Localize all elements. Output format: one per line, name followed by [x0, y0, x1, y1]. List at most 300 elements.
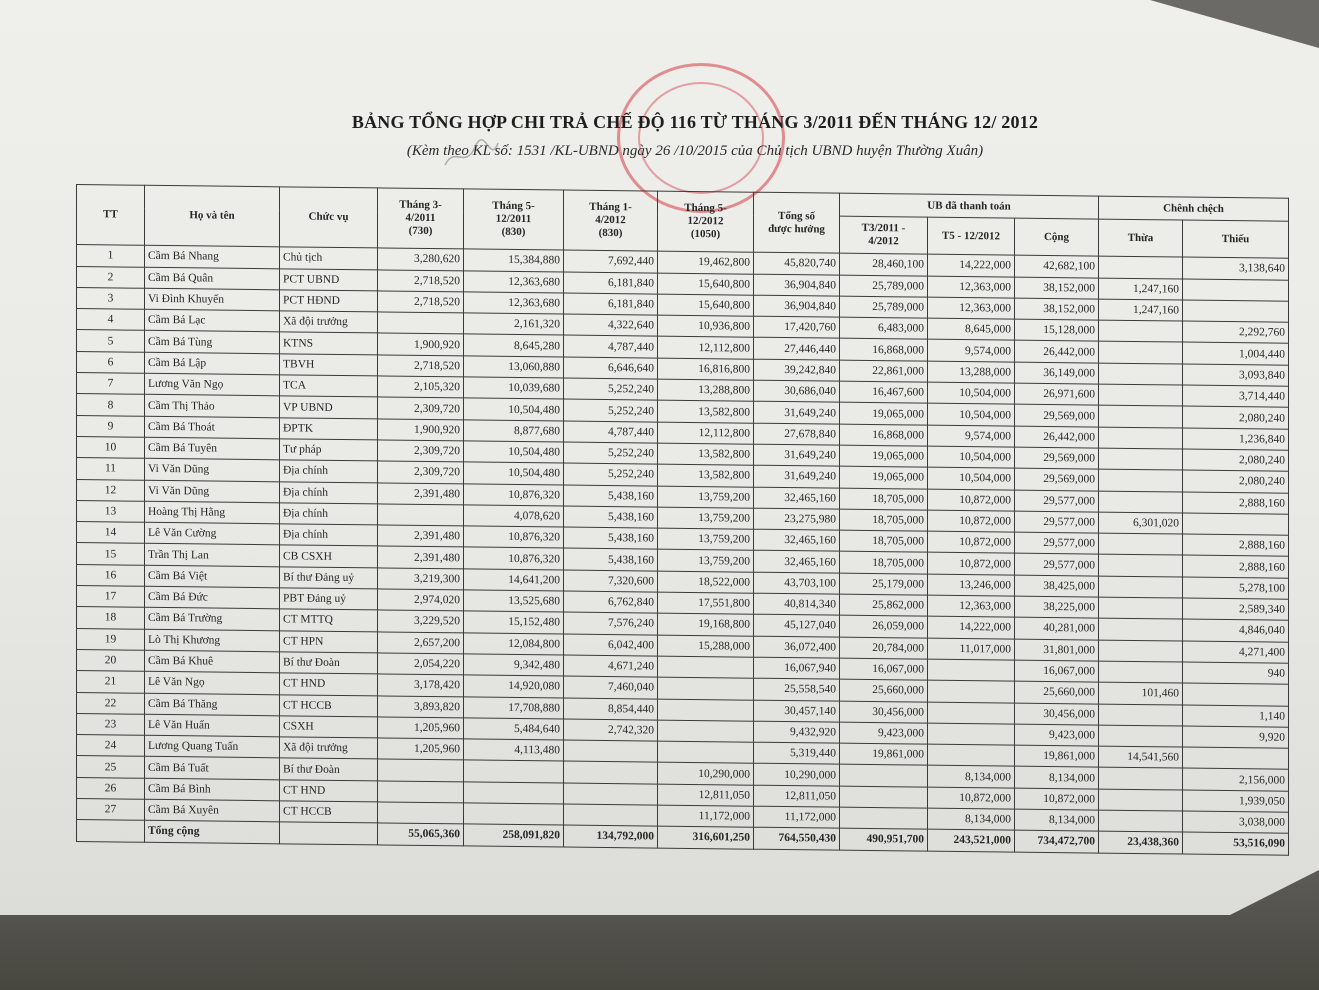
cell-total-entitled: 31,649,240	[754, 465, 840, 487]
cell-paid-t3-2011: 18,705,000	[840, 488, 928, 510]
cell-position: TBVH	[280, 354, 378, 376]
cell-name: Cầm Bá Tuyên	[145, 437, 280, 460]
cell-month-1-4-2012: 5,438,160	[564, 506, 658, 528]
cell-paid-sum: 29,577,000	[1015, 490, 1099, 512]
cell-total-entitled: 12,811,050	[754, 785, 840, 807]
cell-shortage: 1,004,440	[1183, 343, 1289, 365]
cell-position: PCT HĐND	[280, 290, 378, 312]
cell-position: Xã đội trưởng	[280, 737, 378, 759]
cell-name: Lê Văn Huấn	[145, 714, 280, 737]
cell-paid-t3-2011: 19,065,000	[840, 445, 928, 467]
cell-month-3-4-2011: 2,105,320	[378, 376, 464, 398]
cell-position: CT HCCB	[280, 694, 378, 716]
cell-paid-t3-2011: 25,660,000	[840, 679, 928, 701]
cell-month-5-12-2011: 12,084,800	[464, 633, 564, 655]
cell-shortage	[1183, 747, 1289, 769]
cell-paid-t3-2011: 18,705,000	[840, 530, 928, 552]
cell-paid-t5-2012: 12,363,000	[928, 595, 1015, 617]
cell-excess	[1099, 405, 1183, 427]
cell-month-5-12-2012: 11,172,000	[658, 805, 754, 827]
cell-total-entitled: 9,432,920	[754, 721, 840, 743]
cell-paid-sum: 19,861,000	[1015, 745, 1099, 767]
cell-excess: 6,301,020	[1099, 512, 1183, 534]
cell-paid-t5-2012: 8,134,000	[928, 766, 1015, 788]
cell-tt: 27	[77, 799, 145, 821]
cell-position: VP UBND	[280, 396, 378, 418]
cell-shortage: 3,093,840	[1183, 364, 1289, 386]
col-header-paid-t5-2012: T5 - 12/2012	[928, 217, 1015, 255]
cell-month-5-12-2012: 19,168,800	[658, 613, 754, 635]
cell-paid-t5-2012: 11,017,000	[928, 638, 1015, 660]
cell-month-5-12-2012: 13,582,800	[658, 443, 754, 465]
cell-month-5-12-2012: 13,759,200	[658, 528, 754, 550]
cell-shortage: 3,138,640	[1183, 257, 1289, 279]
total-cell-position	[280, 822, 378, 844]
cell-month-1-4-2012: 4,322,640	[564, 314, 658, 336]
cell-paid-t5-2012: 10,504,000	[928, 382, 1015, 404]
cell-paid-sum: 30,456,000	[1015, 703, 1099, 725]
cell-name: Cầm Bá Trường	[145, 608, 280, 631]
cell-position: Bí thư Đảng uỷ	[280, 567, 378, 589]
cell-month-5-12-2012: 18,522,000	[658, 571, 754, 593]
cell-shortage	[1183, 683, 1289, 705]
cell-paid-t5-2012: 14,222,000	[928, 254, 1015, 276]
cell-shortage: 2,080,240	[1183, 470, 1289, 492]
cell-month-5-12-2011: 14,641,200	[464, 569, 564, 591]
document-subtitle: (Kèm theo KL số: 1531 /KL-UBND ngày 26 /10/2015 của Chủ tịch UBND huyện Thường Xuân)	[406, 143, 984, 159]
cell-month-1-4-2012: 2,742,320	[564, 719, 658, 741]
cell-excess	[1099, 789, 1183, 811]
cell-position: Địa chính	[280, 503, 378, 525]
cell-month-5-12-2011: 9,342,480	[464, 654, 564, 676]
cell-paid-t3-2011: 28,460,100	[840, 253, 928, 275]
cell-position: ĐPTK	[280, 417, 378, 439]
cell-name: Cầm Bá Thoát	[145, 416, 280, 439]
cell-month-5-12-2012	[658, 720, 754, 742]
cell-total-entitled: 27,446,440	[754, 338, 840, 360]
cell-paid-t5-2012	[928, 702, 1015, 724]
total-cell-month-5-12-2012: 316,601,250	[658, 826, 754, 848]
cell-month-5-12-2012: 13,582,800	[658, 400, 754, 422]
cell-paid-sum: 40,281,000	[1015, 617, 1099, 639]
cell-month-1-4-2012: 7,692,440	[564, 250, 658, 272]
col-header-position: Chức vụ	[280, 187, 378, 248]
cell-excess	[1099, 618, 1183, 640]
cell-position: Bí thư Đoàn	[280, 758, 378, 780]
total-cell-paid-t3-2011: 490,951,700	[840, 828, 928, 850]
cell-month-5-12-2012	[658, 699, 754, 721]
cell-tt: 13	[77, 500, 145, 522]
cell-excess	[1099, 810, 1183, 832]
cell-excess	[1099, 555, 1183, 577]
cell-total-entitled: 36,904,840	[754, 274, 840, 296]
cell-paid-t5-2012: 8,134,000	[928, 808, 1015, 830]
cell-month-1-4-2012	[564, 804, 658, 826]
cell-month-5-12-2011: 15,152,480	[464, 611, 564, 633]
cell-position: Chủ tịch	[280, 247, 378, 269]
cell-total-entitled: 10,290,000	[754, 764, 840, 786]
cell-paid-t5-2012: 10,872,000	[928, 787, 1015, 809]
cell-paid-t3-2011: 16,467,600	[840, 381, 928, 403]
total-cell-excess: 23,438,360	[1099, 831, 1183, 853]
cell-paid-t5-2012: 13,246,000	[928, 574, 1015, 596]
cell-paid-t3-2011: 18,705,000	[840, 552, 928, 574]
cell-excess: 1,247,160	[1099, 278, 1183, 300]
cell-month-3-4-2011: 2,718,520	[378, 291, 464, 313]
cell-month-1-4-2012	[564, 740, 658, 762]
cell-paid-t3-2011: 20,784,000	[840, 637, 928, 659]
cell-month-5-12-2011: 10,876,320	[464, 526, 564, 548]
cell-paid-t3-2011: 16,868,000	[840, 424, 928, 446]
cell-month-5-12-2012: 12,811,050	[658, 784, 754, 806]
cell-paid-sum: 26,971,600	[1015, 383, 1099, 405]
document-title: BẢNG TỔNG HỢP CHI TRẢ CHẾ ĐỘ 116 TỪ THÁNG 3/2011 ĐẾN THÁNG 12/ 2012	[351, 112, 1039, 132]
cell-shortage: 3,038,000	[1183, 811, 1289, 833]
cell-month-3-4-2011: 2,309,720	[378, 397, 464, 419]
cell-tt: 7	[77, 373, 145, 395]
cell-shortage: 2,156,000	[1183, 768, 1289, 790]
cell-month-3-4-2011: 1,205,960	[378, 738, 464, 760]
cell-total-entitled: 45,820,740	[754, 252, 840, 274]
cell-tt: 3	[77, 287, 145, 309]
cell-month-5-12-2012: 12,112,800	[658, 422, 754, 444]
cell-name: Lê Văn Cường	[145, 522, 280, 545]
cell-paid-sum: 8,134,000	[1015, 767, 1099, 789]
cell-month-5-12-2012: 13,759,200	[658, 507, 754, 529]
cell-month-3-4-2011: 1,900,920	[378, 333, 464, 355]
cell-paid-t5-2012: 8,645,000	[928, 318, 1015, 340]
cell-month-5-12-2012	[658, 656, 754, 678]
cell-paid-t5-2012: 10,872,000	[928, 510, 1015, 532]
cell-position: Địa chính	[280, 460, 378, 482]
cell-paid-sum: 25,660,000	[1015, 681, 1099, 703]
cell-tt: 25	[77, 756, 145, 778]
cell-shortage	[1183, 300, 1289, 322]
cell-name: Cầm Bá Nhang	[145, 246, 280, 269]
cell-name: Vi Đình Khuyến	[145, 288, 280, 311]
cell-paid-t5-2012: 9,574,000	[928, 340, 1015, 362]
cell-tt: 9	[77, 415, 145, 437]
cell-paid-t3-2011: 16,067,000	[840, 658, 928, 680]
cell-paid-t5-2012	[928, 659, 1015, 681]
cell-month-3-4-2011: 3,178,420	[378, 674, 464, 696]
cell-shortage: 2,589,340	[1183, 598, 1289, 620]
cell-paid-t5-2012: 10,504,000	[928, 467, 1015, 489]
cell-month-5-12-2011: 10,876,320	[464, 547, 564, 569]
cell-excess: 1,247,160	[1099, 299, 1183, 321]
cell-tt: 20	[77, 649, 145, 671]
cell-month-1-4-2012: 7,320,600	[564, 570, 658, 592]
cell-paid-t3-2011: 25,179,000	[840, 573, 928, 595]
cell-position: CT HPN	[280, 630, 378, 652]
cell-position: CT MTTQ	[280, 609, 378, 631]
cell-shortage: 2,080,240	[1183, 449, 1289, 471]
cell-total-entitled: 45,127,040	[754, 615, 840, 637]
cell-month-5-12-2011: 12,363,680	[464, 270, 564, 292]
col-header-shortage: Thiếu	[1183, 220, 1289, 258]
cell-paid-t5-2012: 10,504,000	[928, 404, 1015, 426]
cell-position: Địa chính	[280, 524, 378, 546]
cell-month-5-12-2011: 15,384,880	[464, 249, 564, 271]
col-header-month-5-12-2011: Tháng 5- 12/2011 (830)	[464, 189, 564, 250]
cell-paid-sum: 38,225,000	[1015, 596, 1099, 618]
cell-paid-sum: 38,425,000	[1015, 575, 1099, 597]
cell-paid-t5-2012	[928, 723, 1015, 745]
cell-month-5-12-2011: 8,877,680	[464, 420, 564, 442]
cell-paid-sum: 9,423,000	[1015, 724, 1099, 746]
total-cell-month-1-4-2012: 134,792,000	[564, 825, 658, 847]
cell-shortage: 940	[1183, 662, 1289, 684]
cell-position: Xã đội trưởng	[280, 311, 378, 333]
cell-month-5-12-2011	[464, 782, 564, 804]
cell-month-5-12-2012: 13,759,200	[658, 486, 754, 508]
cell-paid-t5-2012: 9,574,000	[928, 425, 1015, 447]
cell-excess: 101,460	[1099, 682, 1183, 704]
cell-paid-t3-2011: 18,705,000	[840, 509, 928, 531]
cell-tt: 1	[77, 245, 145, 267]
cell-month-1-4-2012: 6,646,640	[564, 357, 658, 379]
cell-month-5-12-2011: 13,060,880	[464, 356, 564, 378]
cell-month-1-4-2012: 5,252,240	[564, 463, 658, 485]
cell-month-5-12-2011: 10,039,680	[464, 377, 564, 399]
cell-month-5-12-2011: 4,113,480	[464, 739, 564, 761]
cell-excess	[1099, 725, 1183, 747]
cell-tt: 5	[77, 330, 145, 352]
cell-month-3-4-2011	[378, 504, 464, 526]
cell-month-3-4-2011: 2,718,520	[378, 355, 464, 377]
col-header-tt: TT	[77, 185, 145, 246]
cell-paid-sum: 29,577,000	[1015, 511, 1099, 533]
cell-name: Cầm Bá Thăng	[145, 693, 280, 716]
cell-total-entitled: 30,686,040	[754, 380, 840, 402]
cell-month-3-4-2011: 2,974,020	[378, 589, 464, 611]
cell-month-5-12-2011: 10,504,480	[464, 441, 564, 463]
cell-name: Vi Văn Dũng	[145, 480, 280, 503]
cell-tt: 15	[77, 543, 145, 565]
col-group-paid: UB đã thanh toán	[840, 193, 1099, 219]
cell-month-5-12-2012: 13,582,800	[658, 464, 754, 486]
cell-total-entitled: 39,242,840	[754, 359, 840, 381]
cell-tt: 12	[77, 479, 145, 501]
cell-name: Cầm Bá Tùng	[145, 331, 280, 354]
cell-month-3-4-2011	[378, 781, 464, 803]
col-header-name: Họ và tên	[145, 185, 280, 247]
cell-total-entitled: 36,904,840	[754, 295, 840, 317]
cell-name: Lương Quang Tuấn	[145, 735, 280, 758]
cell-tt: 22	[77, 692, 145, 714]
cell-month-1-4-2012	[564, 761, 658, 783]
cell-month-1-4-2012: 5,252,240	[564, 399, 658, 421]
cell-month-5-12-2011: 5,484,640	[464, 718, 564, 740]
cell-month-1-4-2012	[564, 783, 658, 805]
cell-paid-t3-2011: 25,862,000	[840, 594, 928, 616]
cell-month-5-12-2011: 2,161,320	[464, 313, 564, 335]
cell-total-entitled: 31,649,240	[754, 444, 840, 466]
cell-excess	[1099, 427, 1183, 449]
cell-month-5-12-2012: 13,288,800	[658, 379, 754, 401]
cell-tt: 26	[77, 777, 145, 799]
cell-month-1-4-2012: 6,181,840	[564, 272, 658, 294]
cell-total-entitled: 40,814,340	[754, 593, 840, 615]
cell-month-3-4-2011: 2,391,480	[378, 525, 464, 547]
cell-month-5-12-2011: 10,876,320	[464, 483, 564, 505]
cell-total-entitled: 36,072,400	[754, 636, 840, 658]
cell-paid-t5-2012: 12,363,000	[928, 297, 1015, 319]
cell-tt: 16	[77, 564, 145, 586]
cell-month-3-4-2011	[378, 802, 464, 824]
cell-paid-t3-2011	[840, 765, 928, 787]
cell-paid-t3-2011: 19,065,000	[840, 403, 928, 425]
cell-position: PBT Đảng uỷ	[280, 588, 378, 610]
cell-paid-sum: 10,872,000	[1015, 788, 1099, 810]
payment-summary-table	[76, 184, 1289, 855]
cell-month-1-4-2012: 4,787,440	[564, 336, 658, 358]
cell-name: Cầm Bá Lạc	[145, 309, 280, 332]
cell-paid-sum: 38,152,000	[1015, 298, 1099, 320]
cell-total-entitled: 25,558,540	[754, 678, 840, 700]
cell-position: Địa chính	[280, 481, 378, 503]
total-cell-paid-sum: 734,472,700	[1015, 830, 1099, 852]
cell-month-1-4-2012: 6,762,840	[564, 591, 658, 613]
cell-excess	[1099, 661, 1183, 683]
cell-total-entitled: 31,649,240	[754, 402, 840, 424]
cell-month-5-12-2012: 15,288,000	[658, 635, 754, 657]
cell-excess	[1099, 320, 1183, 342]
cell-tt: 23	[77, 713, 145, 735]
cell-month-3-4-2011: 2,054,220	[378, 653, 464, 675]
cell-tt: 4	[77, 309, 145, 331]
cell-month-1-4-2012: 4,671,240	[564, 655, 658, 677]
cell-paid-sum: 29,569,000	[1015, 468, 1099, 490]
cell-month-3-4-2011: 1,205,960	[378, 717, 464, 739]
cell-month-3-4-2011: 2,309,720	[378, 440, 464, 462]
cell-position: CB CSXH	[280, 545, 378, 567]
cell-paid-t5-2012: 14,222,000	[928, 617, 1015, 639]
cell-tt: 8	[77, 394, 145, 416]
cell-month-5-12-2012: 16,816,800	[658, 358, 754, 380]
cell-excess	[1099, 469, 1183, 491]
col-header-month-3-4-2011: Tháng 3- 4/2011 (730)	[378, 188, 464, 249]
cell-position: Tư pháp	[280, 439, 378, 461]
cell-month-5-12-2011	[464, 760, 564, 782]
cell-excess	[1099, 342, 1183, 364]
cell-excess	[1099, 533, 1183, 555]
cell-paid-sum: 29,569,000	[1015, 405, 1099, 427]
cell-total-entitled: 11,172,000	[754, 806, 840, 828]
cell-excess	[1099, 363, 1183, 385]
cell-shortage: 4,271,400	[1183, 641, 1289, 663]
cell-total-entitled: 43,703,100	[754, 572, 840, 594]
cell-position: CT HND	[280, 780, 378, 802]
cell-month-1-4-2012: 5,438,160	[564, 548, 658, 570]
cell-paid-t3-2011: 26,059,000	[840, 616, 928, 638]
cell-position: CT HCCB	[280, 801, 378, 823]
cell-paid-t3-2011: 16,868,000	[840, 339, 928, 361]
cell-month-1-4-2012: 5,438,160	[564, 527, 658, 549]
col-header-month-1-4-2012: Tháng 1- 4/2012 (830)	[564, 190, 658, 251]
cell-paid-sum: 38,152,000	[1015, 277, 1099, 299]
cell-shortage: 2,888,160	[1183, 534, 1289, 556]
cell-month-5-12-2011: 17,708,880	[464, 696, 564, 718]
cell-shortage: 3,714,440	[1183, 385, 1289, 407]
cell-tt: 11	[77, 458, 145, 480]
cell-name: Cầm Thị Thảo	[145, 395, 280, 418]
cell-paid-sum: 31,801,000	[1015, 639, 1099, 661]
total-cell-tt	[77, 820, 145, 842]
cell-paid-t5-2012	[928, 744, 1015, 766]
cell-month-5-12-2012: 15,640,800	[658, 273, 754, 295]
cell-paid-t3-2011	[840, 807, 928, 829]
cell-name: Cầm Bá Xuyên	[145, 799, 280, 822]
cell-name: Cầm Bá Đức	[145, 586, 280, 609]
cell-shortage	[1183, 279, 1289, 301]
cell-name: Trần Thị Lan	[145, 544, 280, 567]
cell-month-3-4-2011: 2,718,520	[378, 270, 464, 292]
cell-month-1-4-2012: 5,252,240	[564, 378, 658, 400]
cell-excess	[1099, 448, 1183, 470]
cell-paid-t3-2011	[840, 786, 928, 808]
cell-paid-sum: 26,442,000	[1015, 341, 1099, 363]
cell-position: CT HND	[280, 673, 378, 695]
cell-month-5-12-2011: 13,525,680	[464, 590, 564, 612]
cell-tt: 24	[77, 735, 145, 757]
col-header-month-5-12-2012: Tháng 5- 12/2012 (1050)	[658, 191, 754, 252]
cell-tt: 14	[77, 522, 145, 544]
cell-position: CSXH	[280, 716, 378, 738]
cell-paid-sum: 29,577,000	[1015, 554, 1099, 576]
total-cell-month-5-12-2011: 258,091,820	[464, 824, 564, 846]
cell-month-3-4-2011: 3,280,620	[378, 248, 464, 270]
cell-name: Lê Văn Ngọ	[145, 672, 280, 695]
col-header-paid-t3-2011: T3/2011 - 4/2012	[840, 216, 928, 254]
cell-total-entitled: 27,678,840	[754, 423, 840, 445]
cell-excess	[1099, 491, 1183, 513]
cell-month-5-12-2011: 10,504,480	[464, 398, 564, 420]
cell-name: Lương Văn Ngọ	[145, 373, 280, 396]
cell-month-3-4-2011: 2,391,480	[378, 482, 464, 504]
cell-month-5-12-2012: 15,640,800	[658, 294, 754, 316]
cell-total-entitled: 30,457,140	[754, 700, 840, 722]
cell-month-5-12-2012: 17,551,800	[658, 592, 754, 614]
payment-summary-table-wrapper	[76, 184, 1288, 855]
cell-paid-t3-2011: 25,789,000	[840, 296, 928, 318]
total-cell-month-3-4-2011: 55,065,360	[378, 823, 464, 845]
cell-paid-sum: 26,442,000	[1015, 426, 1099, 448]
cell-month-3-4-2011: 3,219,300	[378, 568, 464, 590]
cell-tt: 19	[77, 628, 145, 650]
cell-month-1-4-2012: 4,787,440	[564, 421, 658, 443]
cell-month-1-4-2012: 6,181,840	[564, 293, 658, 315]
cell-paid-t5-2012: 13,288,000	[928, 361, 1015, 383]
cell-month-1-4-2012: 5,438,160	[564, 485, 658, 507]
cell-paid-t3-2011: 25,789,000	[840, 275, 928, 297]
cell-month-5-12-2012: 10,936,800	[658, 315, 754, 337]
cell-excess	[1099, 768, 1183, 790]
cell-paid-t5-2012: 12,363,000	[928, 276, 1015, 298]
col-header-paid-sum: Cộng	[1015, 218, 1099, 256]
cell-total-entitled: 23,275,980	[754, 508, 840, 530]
cell-month-5-12-2012: 12,112,800	[658, 337, 754, 359]
cell-month-5-12-2012	[658, 677, 754, 699]
table-body	[77, 245, 1289, 855]
cell-name: Hoàng Thị Hằng	[145, 501, 280, 524]
cell-total-entitled: 5,319,440	[754, 742, 840, 764]
cell-month-5-12-2011: 14,920,080	[464, 675, 564, 697]
cell-excess	[1099, 576, 1183, 598]
cell-shortage: 1,140	[1183, 705, 1289, 727]
cell-paid-t3-2011: 19,065,000	[840, 466, 928, 488]
cell-tt: 2	[77, 266, 145, 288]
